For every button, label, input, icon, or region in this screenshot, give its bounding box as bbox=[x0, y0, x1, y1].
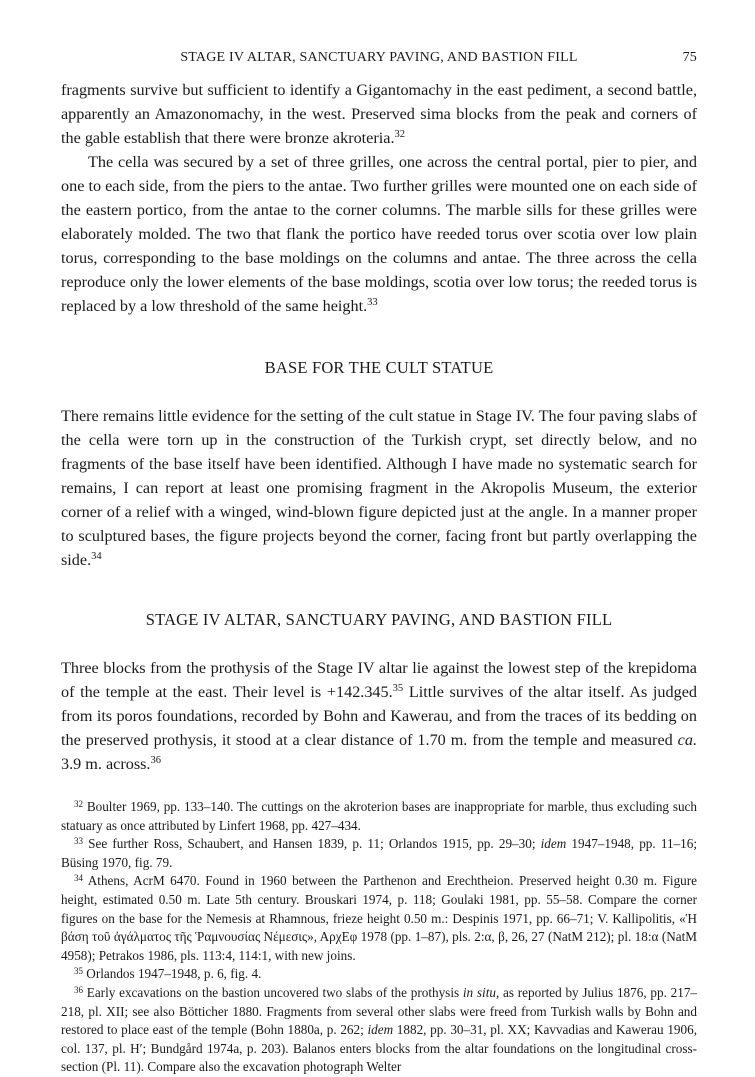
paragraph-pediment bbox=[61, 78, 697, 150]
italic-idem: idem bbox=[540, 836, 567, 852]
footnote-32 bbox=[61, 798, 697, 835]
footnote-ref-32[interactable]: 32 bbox=[394, 129, 405, 140]
footnote-text: Early excavations on the bastion uncovered two slabs of the prothysis bbox=[86, 984, 463, 1000]
footnote-text: , as reported by Julius 1876, pp. 217–218, pl. XII; see also Bötticher 1880. Fragments from several other slabs were freed from Turkish walls by Bohn and restored to place east of the temple (Bohn 1880a, p. 262; bbox=[61, 984, 698, 1038]
paragraph-text: Little survives of the altar itself. As judged from its poros foundations, recorded by Bohn and Kawerau, and from the traces of its bedding on the preserved prothysis, it stood at a clear distance of 1.70 m. from the temple and measured bbox=[61, 683, 697, 749]
italic-idem: idem bbox=[367, 1022, 394, 1038]
footnote-ref-34[interactable]: 34 bbox=[91, 551, 102, 562]
footnote-text: Boulter 1969, pp. 133–140. The cuttings on the akroterion bases are inappropriate for marble, thus excluding such statuary as once attributed by Linfert 1968, pp. 427–434. bbox=[61, 799, 698, 833]
footnote-34 bbox=[61, 872, 697, 965]
paragraph-text: 3.9 m. across. bbox=[61, 755, 151, 773]
footnote-number: 34 bbox=[74, 873, 83, 884]
footnote-text: Orlandos 1947–1948, p. 6, fig. 4. bbox=[86, 966, 262, 982]
footnote-36 bbox=[61, 984, 697, 1077]
footnote-number: 33 bbox=[74, 836, 83, 847]
page bbox=[61, 44, 697, 1077]
footnote-ref-36[interactable]: 36 bbox=[150, 755, 161, 766]
footnotes bbox=[61, 798, 697, 1077]
paragraph-grilles bbox=[61, 150, 697, 318]
footnote-number: 35 bbox=[74, 966, 83, 977]
paragraph-text: There remains little evidence for the setting of the cult statue in Stage IV. The four paving slabs of the cella were torn up in the construction of the Turkish crypt, set directly below, and no fragments of the base itself have been identified. Although I have made no systematic search for remains, I can report at least one promising fragment in the Akropolis Museum, the exterior corner of a relief with a winged, wind-blown figure depicted just at the angle. In a manner proper to sculptured bases, the figure projects beyond the corner, facing front but partly overlapping the side. bbox=[61, 407, 697, 569]
running-title: STAGE IV ALTAR, SANCTUARY PAVING, AND BASTION FILL bbox=[180, 50, 578, 65]
footnote-35 bbox=[61, 965, 697, 984]
section-heading-altar: STAGE IV ALTAR, SANCTUARY PAVING, AND BASTION FILL bbox=[145, 610, 613, 629]
italic-ca: ca. bbox=[677, 731, 697, 749]
footnote-text: 1947–1948, pp. 11–16; Büsing 1970, fig. 79. bbox=[61, 836, 697, 870]
footnote-ref-33[interactable]: 33 bbox=[367, 297, 378, 308]
paragraph-text: Three blocks from the prothysis of the Stage IV altar lie against the lowest step of the krepidoma of the temple at the east. Their level is +142.345. bbox=[61, 659, 697, 701]
footnote-33 bbox=[61, 835, 697, 872]
running-header bbox=[61, 44, 697, 70]
footnote-number: 32 bbox=[74, 799, 83, 809]
paragraph-text: The cella was secured by a set of three grilles, one across the central portal, pier to pier, and one to each side, from the piers to the antae. Two further grilles were mounted one on each side of the eastern portico, from the antae to the corner columns. The marble sills for these grilles were elaborately molded. The two that flank the portico have reeded torus over scotia over low plain torus, corresponding to the base moldings on the columns and antae. The three across the cella reproduce only the lower elements of the base moldings, scotia over low torus; the reeded torus is replaced by a low threshold of the same height. bbox=[61, 153, 697, 315]
section-heading-cult-statue: BASE FOR THE CULT STATUE bbox=[264, 358, 494, 377]
paragraph-text: fragments survive but sufficient to identify a Gigantomachy in the east pediment, a second battle, apparently an Amazonomachy, in the west. Preserved sima blocks from the peak and corners of the gable establish that there were bronze akroteria. bbox=[61, 81, 697, 147]
paragraph-altar bbox=[61, 656, 697, 776]
footnote-text: 1882, pp. 30–31, pl. XX; Kavvadias and Kawerau 1906, col. 137, pl. H′; Bundgård 1974a, p. 203). Balanos enters blocks from the altar foundations on the longitudinal cross-section (Pl. 11). Compare also the excavation photograph Welter bbox=[61, 1022, 697, 1075]
paragraph-cult-statue bbox=[61, 404, 697, 572]
italic-in-situ: in situ bbox=[462, 984, 496, 1000]
page-number: 75 bbox=[682, 50, 697, 65]
footnote-ref-35[interactable]: 35 bbox=[392, 683, 404, 694]
footnote-text: Athens, AcrM 6470. Found in 1960 between the Parthenon and Erechtheion. Preserved height 0.30 m. Figure height, estimated 0.50 m. Late 5th century. Brouskari 1974, p. 118; Goulaki 1981, pp. 55–58. Compare the corner figures on the base for the Nemesis at Rhamnous, frieze height 0.50 m.: Despinis 1971, pp. 66–71; V. Kallipolitis, «Ἡ βάση τοῦ ἀγάλματος τῆς Ῥαμνουσίας Νέμεσις», ΑρχΕφ 1978 (pp. 1–87), pls. 2:α, β, 26, 27 (NatM 212); pl. 18:α (NatM 4958); Petrakos 1986, pls. 113:4, 114:1, with new joins. bbox=[61, 873, 697, 963]
footnote-text: See further Ross, Schaubert, and Hansen 1839, p. 11; Orlandos 1915, pp. 29–30; bbox=[88, 836, 541, 852]
footnote-number: 36 bbox=[74, 984, 83, 995]
